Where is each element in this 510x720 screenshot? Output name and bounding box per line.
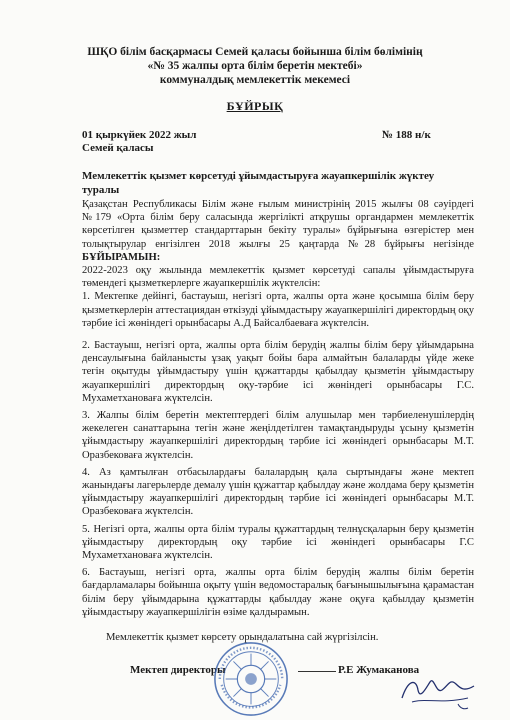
order-city: Семей қаласы [82, 142, 154, 154]
official-stamp-icon [212, 640, 290, 718]
preamble-paragraph [82, 198, 474, 264]
document-title: БҰЙРЫҚ [226, 99, 284, 113]
signature-role: Мектеп директоры [130, 664, 226, 676]
header-line-3: коммуналдық мемлекеттік мекемесі [159, 74, 351, 86]
intro-paragraph: 2022-2023 оқу жылында мемлекеттік қызмет көрсетуді сапалы ұйымдастыруға төмендегі қызметкерлерге жауапкершілік жүктелсін: [82, 265, 474, 290]
order-item: 3. Жалпы білім беретін мектептердегі білім алушылар мен тәрбиеленушілердің жекелеген санаттарына тегін және жеңілдетілген тамақтандыруды ұсыну қызметін ұйымдастыру жауапкершілігі директордың тәрбие ісі жөніндегі орынбасары М.Т. Оразбековаға жүктелсін. [82, 410, 474, 461]
order-date: 01 қыркүйек 2022 жыл [82, 129, 197, 141]
order-item: 4. Аз қамтылған отбасылардағы балалардың қала сыртындағы және мектеп жанындағы лагерьлерде демалу үшін құжаттар қабылдау және жолдама беру қызметін ұйымдастыру жауапкершілігі директордың тәрбие ісі жөніндегі орынбасары М.Т. Оразбековаға жүктелсін. [82, 466, 474, 518]
header-line-2: «№ 35 жалпы орта білім беретін мектебі» [147, 60, 363, 72]
order-number: № 188 н/к [382, 129, 431, 141]
document-body [82, 198, 474, 644]
order-item: 1. Мектепке дейінгі, бастауыш, негізгі орта, жалпы орта және қосымша білім беру қызметкерлерін аттестациядан өткізуді ұйымдастыру жауапкершілігі директордың оқу тәрбие ісі жөніндегі орынбасары А.Д Байсалбаеваға жүктелсін. [82, 291, 474, 329]
subject-line-1: Мемлекеттік қызмет көрсетуді ұйымдастыруға жауапкершілік жүктеу [82, 170, 435, 182]
order-item: 2. Бастауыш, негізгі орта, жалпы орта білім берудің жалпы білім беру ұйымдарына денсаулығына байланысты ұзақ уақыт бойы бара алмайтын балаларды үйде жеке тегін оқытуды ұйымдастыру үшін құжаттарды қабылдау қызметін ұйымдастыру жауапкершілігі директордың оқу-тәрбие ісі жөніндегі орынбасары Г.С. Мухаметхановаға жүктелсін. [82, 340, 474, 404]
order-item: 6. Бастауыш, негізгі орта, жалпы орта білім берудің жалпы білім беретін бағдарламалары бойынша оқыту үшін ведомостаралық бағынышылығына қарамастан білім беру ұйымдарына құжаттарды қабылдау және оқуға қабылдау қызметін ұйымдастыру жауапкершілігін өзіме қалдырамын. [82, 567, 474, 618]
subject-line-2: туралы [82, 184, 120, 196]
handwritten-signature-icon [398, 668, 478, 713]
signature-line [298, 671, 336, 672]
control-paragraph: Мемлекеттік қызмет көрсету орындалатына сай жүргізілсін. [106, 632, 379, 644]
header-line-1: ШҚО білім басқармасы Семей қаласы бойынша білім бөлімінің [87, 46, 423, 58]
signature-name: Р.Е Жумаканова [338, 664, 420, 676]
order-directive: БҰЙЫРАМЫН: [82, 251, 161, 263]
preamble-text: Қазақстан Республикасы Білім және ғылым министрінің 2015 жылғы 08 сәуірдегі №179 «Орта білім беру саласында жергілікті атқрушы органдармен мемлекеттік көрсетілген қызметтер стандарттарын бекіту туралы» бұйрығына өзгерістер мен толықтырулар енгізілген 2018 жылғы 25 қаңтарда №28 бұйрығы негізінде [82, 199, 474, 250]
order-item: 5. Негізгі орта, жалпы орта білім туралы құжаттардың телнұсқаларын беру қызметін ұйымдастыру директордың оқу тәрбие ісі жөніндегі орынбасары Г.С Мухаметхановаға жүктелсін. [82, 523, 474, 562]
